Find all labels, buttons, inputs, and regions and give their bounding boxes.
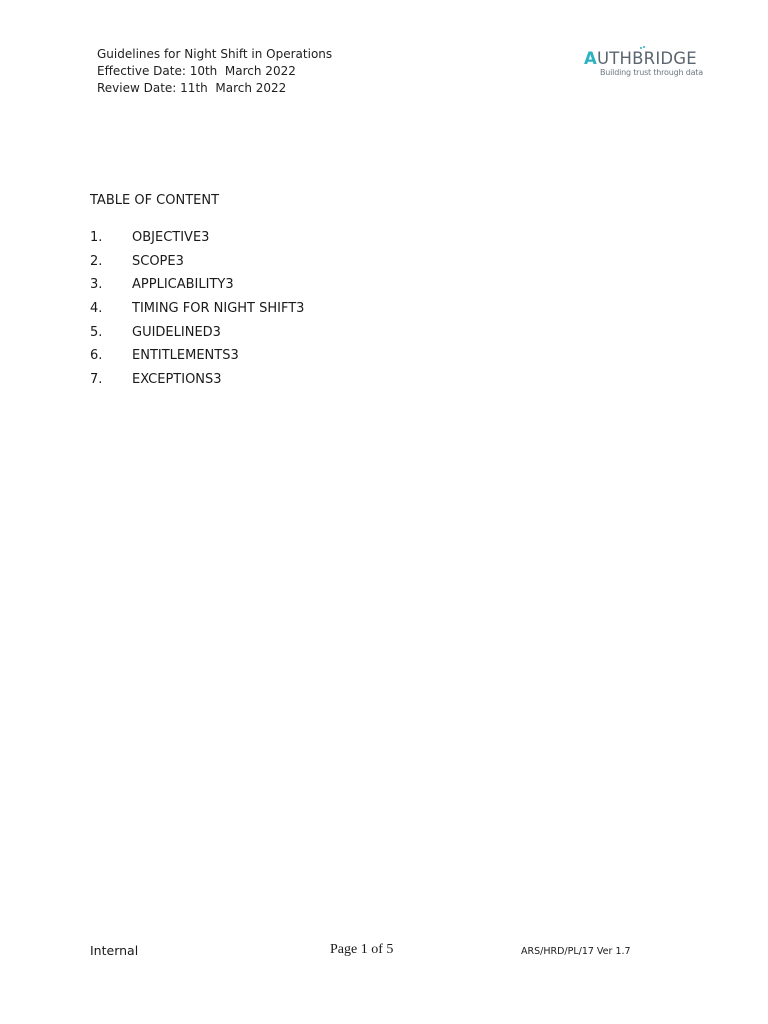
toc-item[interactable] xyxy=(90,368,304,392)
logo-word: UTHBRIDGE xyxy=(596,49,697,68)
toc-item-number: 1. xyxy=(90,230,103,246)
footer-classification: Internal xyxy=(90,943,139,958)
document-header xyxy=(97,46,332,97)
effective-date: Effective Date: 10th March 2022 xyxy=(97,64,296,78)
toc-item-label[interactable]: GUIDELINED3 xyxy=(132,324,221,340)
toc-item-number: 3. xyxy=(90,277,103,293)
logo-tagline: Building trust through data xyxy=(600,68,703,77)
toc-item-number: 5. xyxy=(90,324,103,340)
review-date: Review Date: 11th March 2022 xyxy=(97,81,287,95)
page-footer xyxy=(0,942,768,962)
toc-item-number: 2. xyxy=(90,253,103,269)
toc-item-label[interactable]: TIMING FOR NIGHT SHIFT3 xyxy=(132,301,305,317)
toc-title: TABLE OF CONTENT xyxy=(90,193,220,208)
toc-item-label[interactable]: OBJECTIVE3 xyxy=(132,230,210,246)
footer-page-number: Page 1 of 5 xyxy=(330,942,394,957)
toc-item-label[interactable]: APPLICABILITY3 xyxy=(132,277,234,293)
toc-item-number: 6. xyxy=(90,348,103,364)
toc-item[interactable] xyxy=(90,250,304,274)
toc-item[interactable] xyxy=(90,344,304,368)
toc-item[interactable] xyxy=(90,226,304,250)
toc-item-number: 7. xyxy=(90,371,103,387)
footer-doc-reference: ARS/HRD/PL/17 Ver 1.7 xyxy=(521,946,631,957)
toc-item-label[interactable]: SCOPE3 xyxy=(132,253,184,269)
logo-wordmark xyxy=(584,49,697,69)
toc-item[interactable] xyxy=(90,297,304,321)
document-title: Guidelines for Night Shift in Operations xyxy=(97,47,333,61)
toc-item[interactable] xyxy=(90,273,304,297)
toc-item[interactable] xyxy=(90,320,304,344)
logo-mark: A xyxy=(584,49,597,68)
toc-item-label[interactable]: ENTITLEMENTS3 xyxy=(132,348,239,364)
toc-item-number: 4. xyxy=(90,301,103,317)
toc-item-label[interactable]: EXCEPTIONS3 xyxy=(132,371,222,387)
toc-list xyxy=(90,226,304,391)
company-logo xyxy=(584,49,704,83)
